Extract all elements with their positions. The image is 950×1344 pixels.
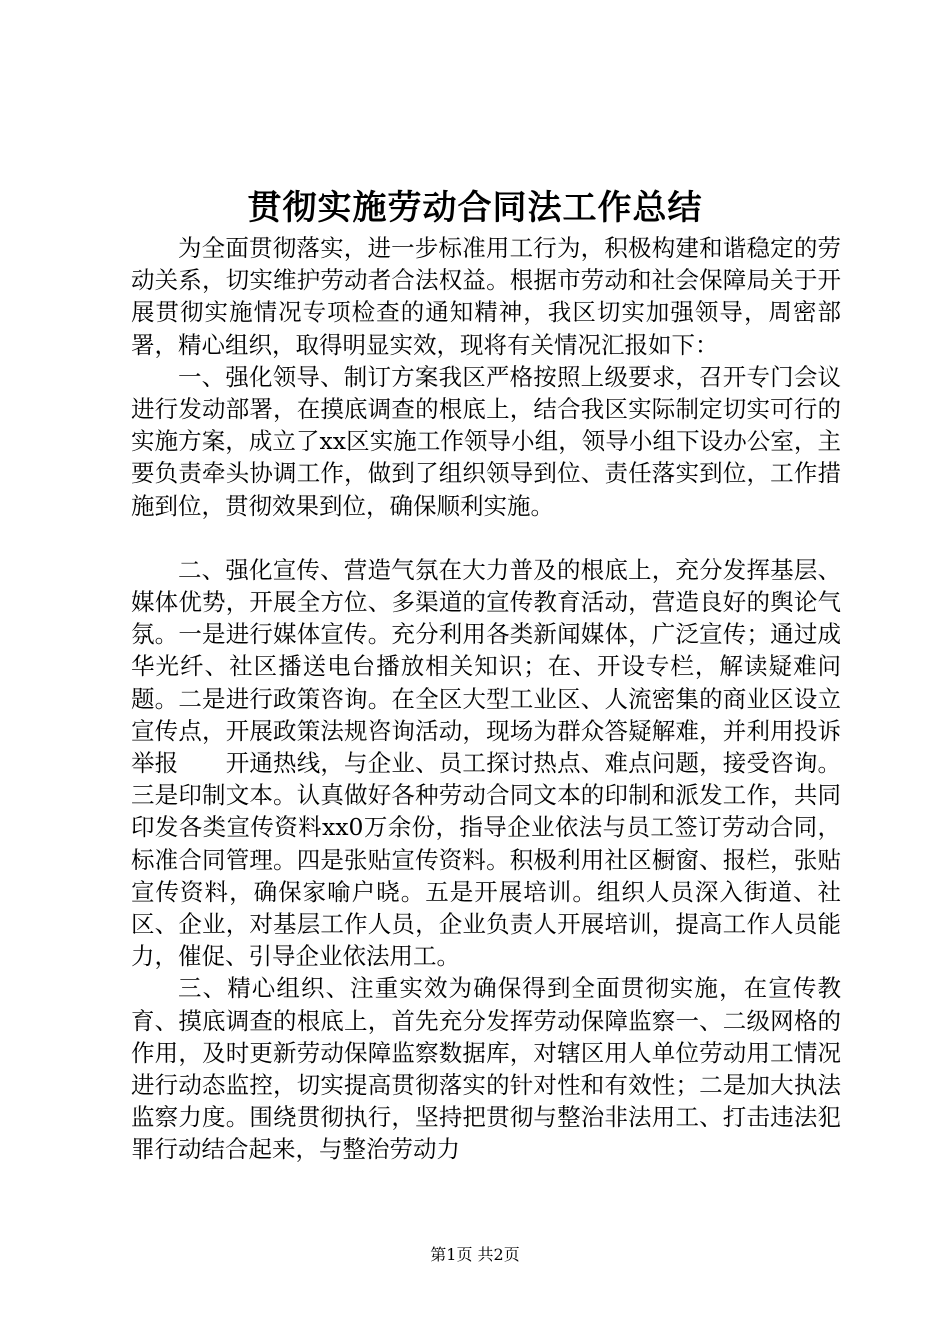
- intro-paragraph: 为全面贯彻落实，进一步标准用工行为，积极构建和谐稳定的劳动关系，切实维护劳动者合法权益。根据市劳动和社会保障局关于开展贯彻实施情况专项检查的通知精神，我区切实加强领导，周密部署，精心组织，取得明显实效，现将有关情况汇报如下：: [131, 234, 841, 359]
- page-number-footer: 第1页 共2页: [430, 1245, 520, 1264]
- document-body: [131, 232, 841, 1166]
- section-1-paragraph: 一、强化领导、制订方案我区严格按照上级要求，召开专门会议进行发动部署，在摸底调查的根底上，结合我区实际制定切实可行的实施方案，成立了xx区实施工作领导小组，领导小组下设办公室，主要负责牵头协调工作，做到了组织领导到位、责任落实到位，工作措施到位，贯彻效果到位，确保顺利实施。: [131, 362, 841, 520]
- section-3-paragraph: 三、精心组织、注重实效为确保得到全面贯彻实施，在宣传教育、摸底调查的根底上，首先充分发挥劳动保障监察一、二级网格的作用，及时更新劳动保障监察数据库，对辖区用人单位劳动用工情况进行动态监控，切实提高贯彻落实的针对性和有效性；二是加大执法监察力度。围绕贯彻执行，坚持把贯彻与整治非法用工、打击违法犯罪行动结合起来，与整治劳动力: [131, 974, 841, 1164]
- document-title: 贯彻实施劳动合同法工作总结: [247, 188, 703, 228]
- section-2-paragraph: 二、强化宣传、营造气氛在大力普及的根底上，充分发挥基层、媒体优势，开展全方位、多渠道的宣传教育活动，营造良好的舆论气氛。一是进行媒体宣传。充分利用各类新闻媒体，广泛宣传；通过成华光纤、社区播送电台播放相关知识；在、开设专栏，解读疑难问题。二是进行政策咨询。在全区大型工业区、人流密集的商业区设立宣传点，开展政策法规咨询活动，现场为群众答疑解难，并利用投诉举报 开通热线，与企业、员工探讨热点、难点问题，接受咨询。三是印制文本。认真做好各种劳动合同文本的印制和派发工作，共同印发各类宣传资料xx0万余份，指导企业依法与员工签订劳动合同，标准合同管理。四是张贴宣传资料。积极利用社区橱窗、报栏，张贴宣传资料，确保家喻户晓。五是开展培训。组织人员深入街道、社区、企业，对基层工作人员，企业负责人开展培训，提高工作人员能力，催促、引导企业依法用工。: [131, 555, 841, 971]
